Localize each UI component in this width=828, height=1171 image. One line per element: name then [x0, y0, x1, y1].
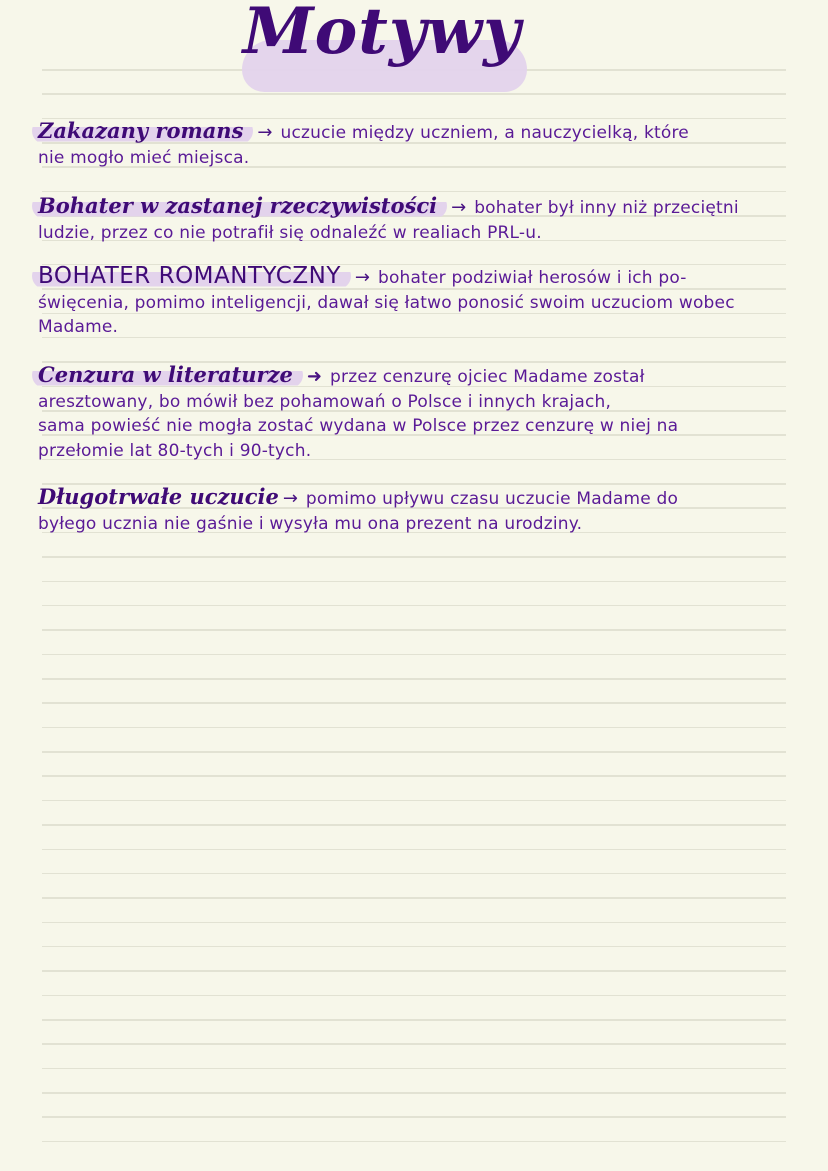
ruled-line [42, 751, 786, 753]
ruled-line [42, 995, 786, 997]
motif-text-line: byłego ucznia nie gaśnie i wysyła mu ona prezent na urodziny. [38, 514, 583, 534]
ruled-line [42, 873, 786, 875]
ruled-line [42, 1092, 786, 1094]
motif-heading: Zakazany romans [32, 118, 253, 144]
motif-text-line: sama powieść nie mogła zostać wydana w Polsce przez cenzurę w niej na [38, 416, 679, 437]
motif-lasting-feeling [38, 484, 798, 536]
motif-romantic-hero [38, 263, 798, 340]
motif-text-line: aresztowany, bo mówił bez pohamowań o Polsce i innych krajach, [38, 392, 612, 412]
ruled-line [42, 702, 786, 704]
motif-text: pomimo upływu czasu uczucie Madame do [305, 489, 679, 509]
motif-text-line: Madame. [38, 317, 119, 338]
motif-text: bohater podziwiał herosów i ich po- [377, 268, 687, 288]
motif-forbidden-romance [38, 118, 798, 170]
arrow-right-icon: → [354, 267, 370, 288]
ruled-lines [42, 0, 786, 1171]
arrow-right-icon: → [451, 197, 467, 218]
title-block [232, 0, 532, 100]
motif-text-line: ludzie, przez co nie potrafił się odnaleźć w realiach PRL-u. [38, 223, 542, 243]
motif-heading: BOHATER ROMANTYCZNY [32, 263, 351, 289]
arrow-right-icon: ➜ [306, 366, 323, 387]
motif-heading: Długotrwałe uczucie [38, 484, 279, 509]
motif-heading: Cenzura w literaturze [32, 362, 303, 388]
page-title: Motywy [242, 0, 522, 69]
motif-text-line: nie mogło mieć miejsca. [38, 148, 250, 168]
ruled-line [42, 556, 786, 558]
motif-text: przez cenzurę ojciec Madame został [330, 367, 645, 387]
ruled-line [42, 897, 786, 899]
ruled-line [42, 1043, 786, 1045]
ruled-line [42, 775, 786, 777]
ruled-line [42, 824, 786, 826]
motif-text-line: przełomie lat 80-tych i 90-tych. [38, 440, 312, 461]
ruled-line [42, 946, 786, 948]
motif-censorship [38, 362, 798, 463]
motif-text: uczucie między uczniem, a nauczycielką, które [280, 123, 689, 143]
ruled-line [42, 922, 786, 924]
ruled-line [42, 654, 786, 656]
motif-hero-in-reality [38, 193, 798, 245]
ruled-line [42, 800, 786, 802]
motif-text: bohater był inny niż przeciętni [474, 198, 739, 218]
ruled-line [42, 605, 786, 607]
ruled-line [42, 727, 786, 729]
ruled-line [42, 1141, 786, 1143]
ruled-line [42, 1019, 786, 1021]
ruled-line [42, 629, 786, 631]
motif-heading: Bohater w zastanej rzeczywistości [32, 193, 447, 219]
arrow-right-icon: → [282, 488, 298, 509]
ruled-line [42, 1068, 786, 1070]
motif-text-line: święcenia, pomimo inteligencji, dawał się łatwo ponosić swoim uczuciom wobec [38, 293, 735, 313]
arrow-right-icon: → [257, 122, 273, 143]
ruled-line [42, 678, 786, 680]
ruled-line [42, 581, 786, 583]
ruled-line [42, 1116, 786, 1118]
ruled-line [42, 849, 786, 851]
ruled-line [42, 970, 786, 972]
